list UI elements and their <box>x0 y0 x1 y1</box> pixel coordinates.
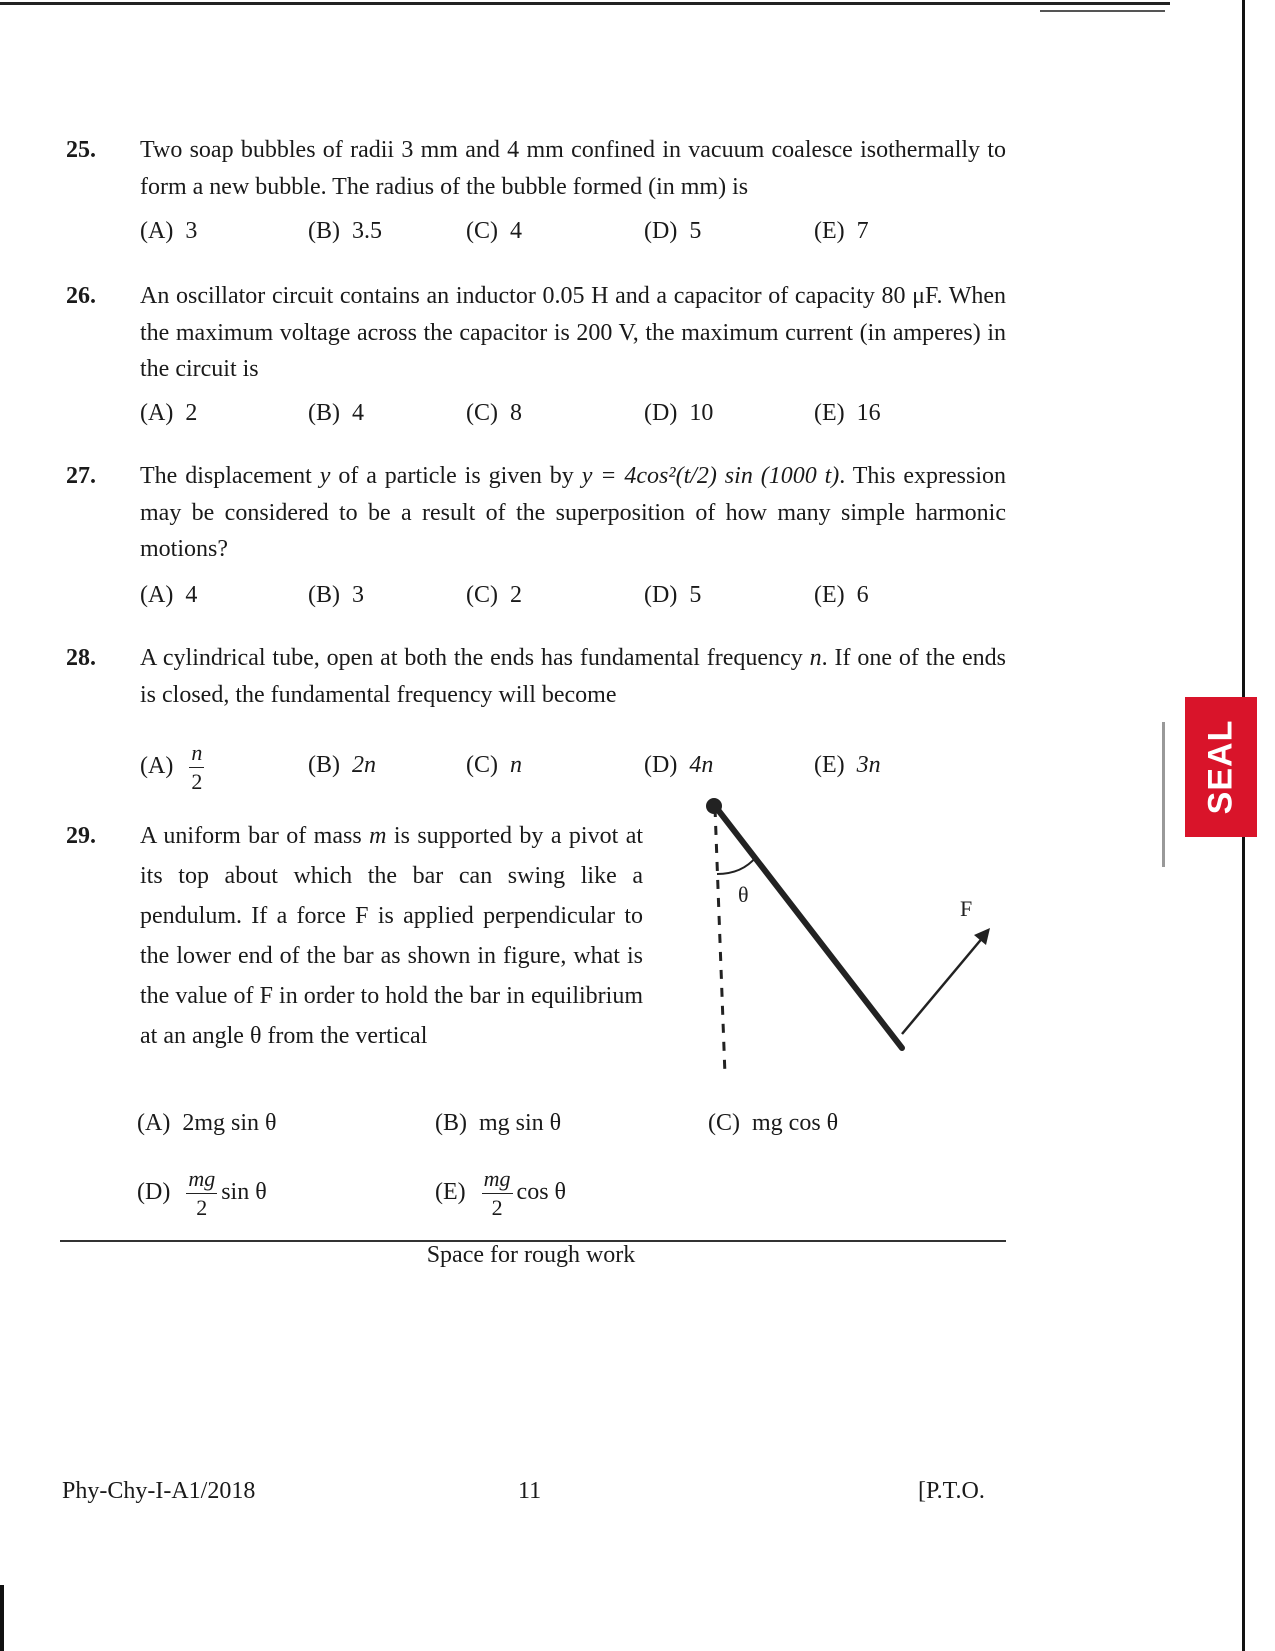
question-number: 25. <box>66 137 96 163</box>
pendulum-bar-figure <box>690 790 1010 1090</box>
question-27-options <box>140 582 1040 618</box>
question-number: 27. <box>66 463 96 489</box>
question-25 <box>66 132 1006 205</box>
question-29-options-row1 <box>137 1110 1040 1146</box>
option-c: (C) 2 <box>466 582 522 608</box>
option-a: (A) 2mg sin θ <box>137 1110 277 1136</box>
pivot-point <box>706 798 722 814</box>
footer-paper-code: Phy-Chy-I-A1/2018 <box>62 1478 256 1504</box>
page-left-edge-mark <box>0 1585 4 1651</box>
option-d: (D) 10 <box>644 400 714 426</box>
fraction: $\frac{mg}{2}$ <box>188 1166 216 1220</box>
seal-tab <box>1185 697 1257 837</box>
option-c: (C) mg cos θ <box>708 1110 839 1136</box>
option-e: (E) 6 <box>814 582 869 608</box>
option-c: (C) n <box>466 752 522 778</box>
angle-label: θ <box>738 882 749 907</box>
option-b: (B) mg sin θ <box>435 1110 562 1136</box>
option-b: (B) 4 <box>308 400 364 426</box>
question-text: A uniform bar of mass m is supported by a pivot at its top about which the bar can swing like a pendulum. If a force F is applied perpendicular to the lower end of the bar as shown in figure, what is the value of F in order to hold the bar in equilibrium at an angle θ from the vertical <box>140 823 644 1049</box>
force-arrow-shaft <box>902 936 984 1034</box>
question-text: An oscillator circuit contains an inductor 0.05 H and a capacitor of capacity 80 μF. When the maximum voltage across the capacitor is 200 V, the maximum current (in amperes) in the circuit is <box>140 283 1006 382</box>
option-b: (B) 3 <box>308 582 364 608</box>
fraction: $\frac{mg}{2}$ <box>483 1166 511 1220</box>
option-e: (E) $\frac{mg}{2}$ cos θ <box>435 1166 567 1220</box>
displacement-equation: y = 4cos²(t/2) sin (1000 t) <box>581 463 840 489</box>
question-29-options-row2 <box>137 1166 1040 1224</box>
option-c: (C) 8 <box>466 400 522 426</box>
option-d: (D) 4n <box>644 752 714 778</box>
vertical-reference-line <box>715 808 725 1075</box>
question-number: 26. <box>66 283 96 309</box>
option-a: (A) $\frac{n}{2}$ <box>140 740 203 794</box>
question-text: A cylindrical tube, open at both the ends has fundamental frequency n. If one of the ends is closed, the fundamental frequency will become <box>140 645 1006 708</box>
seal-edge-line <box>1162 722 1165 867</box>
fraction: $\frac{n}{2}$ <box>191 740 203 794</box>
option-e: (E) 7 <box>814 218 869 244</box>
footer-pto: [P.T.O. <box>918 1478 985 1504</box>
question-26-options <box>140 400 1040 436</box>
question-number: 29. <box>66 823 96 849</box>
option-b: (B) 3.5 <box>308 218 382 244</box>
uniform-bar <box>715 806 902 1048</box>
question-26 <box>66 278 1006 388</box>
seal-label: SEAL <box>1201 719 1240 815</box>
option-d: (D) 5 <box>644 218 702 244</box>
question-28 <box>66 640 1006 713</box>
top-border-line-secondary <box>1040 10 1165 12</box>
force-label: F <box>960 896 973 921</box>
option-c: (C) 4 <box>466 218 522 244</box>
question-29 <box>66 816 643 1056</box>
option-d: (D) $\frac{mg}{2}$ sin θ <box>137 1166 267 1220</box>
question-number: 28. <box>66 645 96 671</box>
option-a: (A) 2 <box>140 400 198 426</box>
force-arrowhead <box>974 928 990 945</box>
question-text: The displacement y of a particle is given by y = 4cos²(t/2) sin (1000 t). This expression may be considered to be a result of the superposition of how many simple harmonic motions? <box>140 463 1006 562</box>
option-e: (E) 3n <box>814 752 881 778</box>
question-25-options <box>140 218 1040 254</box>
footer-page-number: 11 <box>518 1478 542 1504</box>
angle-arc <box>717 857 756 874</box>
option-a: (A) 3 <box>140 218 198 244</box>
option-b: (B) 2n <box>308 752 376 778</box>
option-e: (E) 16 <box>814 400 881 426</box>
rough-work-label: Space for rough work <box>426 1242 636 1268</box>
option-d: (D) 5 <box>644 582 702 608</box>
option-a: (A) 4 <box>140 582 198 608</box>
question-27 <box>66 458 1006 568</box>
top-border-line <box>0 2 1170 5</box>
question-text: Two soap bubbles of radii 3 mm and 4 mm confined in vacuum coalesce isothermally to form a new bubble. The radius of the bubble formed (in mm) is <box>140 137 1006 200</box>
